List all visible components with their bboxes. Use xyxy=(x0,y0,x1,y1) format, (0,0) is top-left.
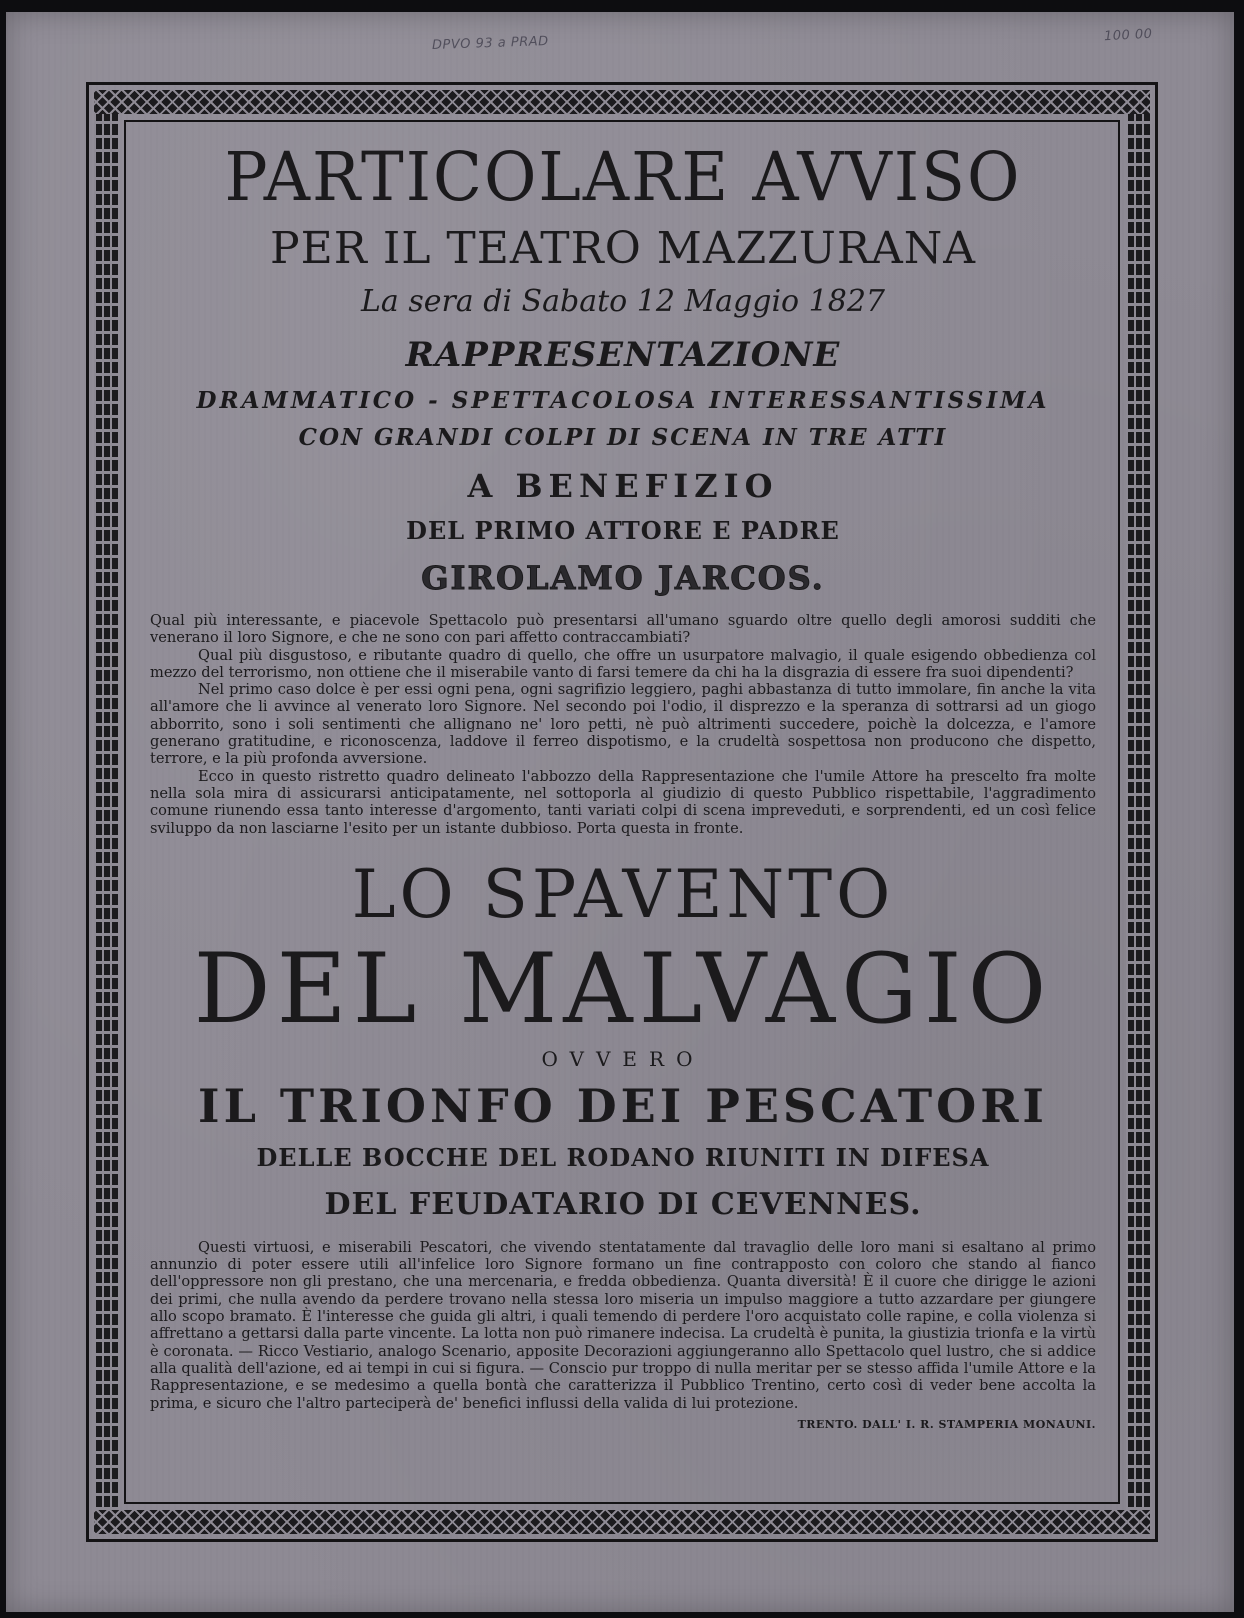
play-subtitle-line-1: IL TRIONFO DEI PESCATORI xyxy=(198,1078,1048,1133)
intro-paragraph: Ecco in questo ristretto quadro delineato l'abbozzo della Rappresentazione che l'umile Attore ha prescelto fra molte nella sola mira di assicurarsi anticipatamente, nel sottoporla al giudizio di questo Pubblico rispettabile, l'aggradimento comune riunendo essa tanto interesse d'argomento, tanti variati colpi di scena impreveduti, e sorprendenti, ed un così felice sviluppo da non lasciarne l'esito per un istante dubbioso. Porta questa in fronte. xyxy=(150,767,1096,837)
intro-paragraph: Qual più interessante, e piacevole Spettacolo può presentarsi all'umano sguardo oltre quello degli amorosi sudditi che venerano il loro Signore, e che ne sono con pari affetto contraccambiati? xyxy=(150,612,1096,647)
closing-text xyxy=(150,1239,1096,1412)
play-title-line-1: LO SPAVENTO xyxy=(351,855,895,933)
intro-text xyxy=(150,612,1096,837)
actor-name: GIROLAMO JARCOS. xyxy=(421,559,825,597)
representation-heading: RAPPRESENTAZIONE xyxy=(405,335,841,375)
play-subtitle-line-2: DELLE BOCCHE DEL RODANO RIUNITI IN DIFESA xyxy=(256,1142,990,1172)
poster-title: PARTICOLARE AVVISO xyxy=(224,139,1022,217)
intro-paragraph: Nel primo caso dolce è per essi ogni pena, ogni sagrifizio leggiero, paghi abbastanza di tutto immolare, fin anche la vita all'amore che li avvince al venerato loro Signore. Nel secondo poi l'odio, il disprezzo e la speranza di sottrarsi ad un giogo abborrito, sono i soli sentimenti che allignano ne' loro petti, nè può altrimenti succedere, poichè la dolcezza, e l'amore generano gratitudine, e riconoscenza, laddove il ferreo dispotismo, e la crudeltà sospettosa non producono che dispetto, terrore, e la più profonda avversione. xyxy=(150,681,1096,768)
archive-note-right: 100 00 xyxy=(1103,26,1153,45)
play-or: OVVERO xyxy=(541,1046,705,1071)
performance-date: La sera di Sabato 12 Maggio 1827 xyxy=(360,284,886,319)
play-title-line-2: DEL MALVAGIO xyxy=(193,932,1053,1045)
printer-imprint: TRENTO. DALL' I. R. STAMPERIA MONAUNI. xyxy=(797,1417,1096,1431)
benefit-heading: A BENEFIZIO xyxy=(467,467,779,505)
closing-paragraph: Questi virtuosi, e miserabili Pescatori, che vivendo stentatamente dal travaglio delle loro mani si esaltano al primo annunzio di poter essere utili all'infelice loro Signore formano un fine contrapposto con coloro che stando al fianco dell'oppressore non gli prestano, che una mercenaria, e fredda obbedienza. Quanta diversità! È il cuore che dirigge le azioni dei primi, che nulla avendo da perdere trovano nella stessa loro miseria un impulso maggiore a tutto azzardare per giungere allo scopo bramato. È l'interesse che guida gli altri, i quali temendo di perdere l'oro acquistato colle rapine, e colla violenza si affrettano a gettarsi dalla parte vincente. La lotta non può rimanere indecisa. La crudeltà è punita, la giustizia trionfa e la virtù è coronata. — Ricco Vestiario, analogo Scenario, apposite Decorazioni aggiungeranno allo Spettacolo quel lustro, che si addice alla qualità dell'azione, ed ai tempi in cui si figura. — Conscio pur troppo di nulla meritar per se stesso affida l'umile Attore e la Rappresentazione, e se medesimo a quella bontà che caratterizza il Pubblico Trentino, certo così di veder bene accolta la prima, e sicuro che l'altro parteciperà de' benefici influssi della valida di lui protezione. xyxy=(150,1238,1096,1412)
poster-content xyxy=(150,136,1096,1431)
ornamental-band-top xyxy=(94,90,1150,114)
ornamental-band-bottom xyxy=(94,1510,1150,1534)
ornamental-band-left xyxy=(94,114,118,1510)
theatre-line: PER IL TEATRO MAZZURANA xyxy=(269,223,977,274)
ornamental-band-right xyxy=(1126,114,1150,1510)
intro-paragraph: Qual più disgustoso, e ributante quadro di quello, che offre un usurpatore malvagio, il quale esigendo obbedienza col mezzo del terrorismo, non ottiene che il miserabile vanto di farsi temere da chi ha la disgrazia di essere fra suoi dipendenti? xyxy=(150,646,1096,681)
benefit-for-line: DEL PRIMO ATTORE E PADRE xyxy=(406,516,840,545)
play-subtitle-line-3: DEL FEUDATARIO DI CEVENNES. xyxy=(324,1186,922,1222)
genre-line-2: CON GRANDI COLPI DI SCENA IN TRE ATTI xyxy=(298,424,948,451)
genre-line-1: DRAMMATICO - SPETTACOLOSA INTERESSANTISSIMA xyxy=(196,387,1050,414)
archive-note-left: DPVO 93 a PRAD xyxy=(431,33,549,54)
